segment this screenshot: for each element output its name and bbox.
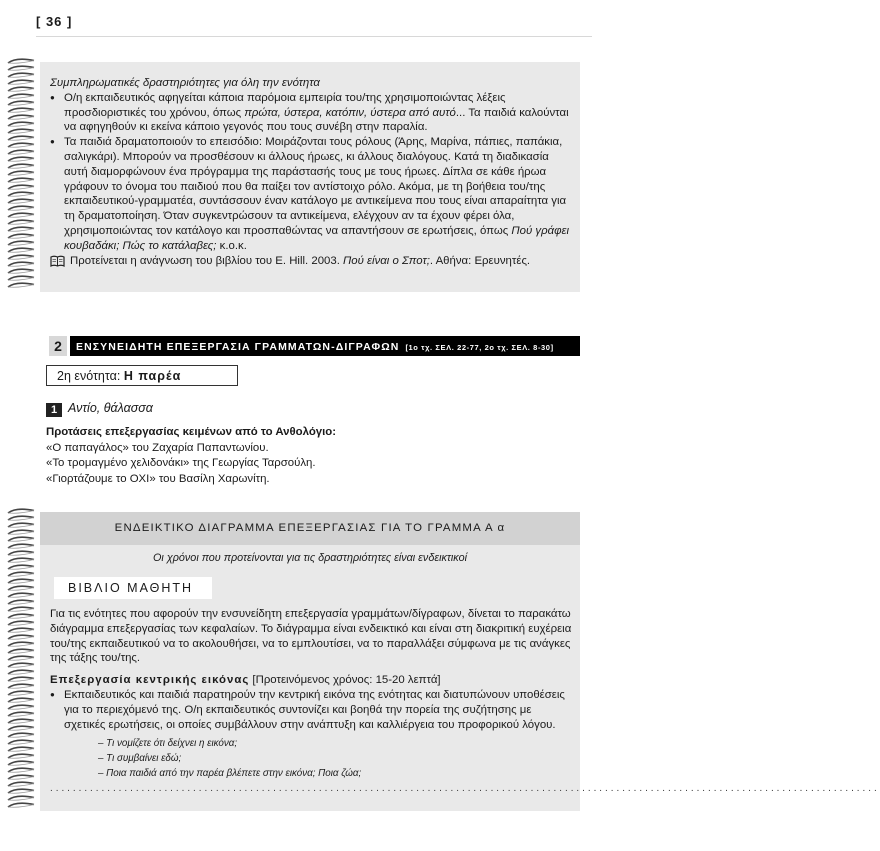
spiral-coil (6, 170, 36, 176)
spiral-coil (6, 760, 36, 766)
spiral-coil (6, 767, 36, 773)
spiral-binding-top (6, 58, 36, 294)
spiral-coil (6, 788, 36, 794)
spiral-coil (6, 114, 36, 120)
spiral-coil (6, 557, 36, 563)
spiral-coil (6, 198, 36, 204)
unit-box (46, 365, 238, 386)
spiral-coil (6, 515, 36, 521)
spiral-coil (6, 802, 36, 808)
spiral-coil (6, 522, 36, 528)
spiral-coil (6, 641, 36, 647)
spiral-coil (6, 627, 36, 633)
spiral-coil (6, 121, 36, 127)
spiral-coil (6, 550, 36, 556)
spiral-coil (6, 156, 36, 162)
question-item: – Τι συμβαίνει εδώ; (98, 753, 182, 765)
section-2-header (49, 336, 580, 356)
lesson-heading (46, 401, 153, 417)
spiral-coil (6, 58, 36, 64)
spiral-coil (6, 529, 36, 535)
spiral-coil (6, 233, 36, 239)
spiral-coil (6, 648, 36, 654)
spiral-coil (6, 93, 36, 99)
activity-text: Ο/η εκπαιδευτικός αφηγείται κάποια παρόμοια εμπειρία του/της χρησιμοποιώντας λέξεις προσδιοριστικές του χρόνου, όπως (64, 91, 506, 119)
spiral-coil (6, 163, 36, 169)
question-item: – Ποια παιδιά από την παρέα βλέπετε στην εικόνα; Ποια ζώα; (98, 768, 362, 780)
spiral-coil (6, 149, 36, 155)
activity-text: Τα παιδιά δραματοποιούν το επεισόδιο: Μοιράζονται τους ρόλους (Άρης, Μαρίνα, πάπιες, παπάκια, σαλιγκάρι). Μπορούν να προσθέσουν κι άλλους ήρωες, κι άλλους διαλόγους. Κατά τη διαδικασία αυτή διαμορφώνουν ένα πρόγραμμα της παράστασής τους με τους ήρωες. Δίπλα σε κάθε ήρωα γράφουν το όνομα του παιδιού που θα παίξει τον αντίστοιχο ρόλο. Ακόμα, με τη βοήθεια του/της εκπαιδευτικού-γραμματέα, συντάσσουν έναν κατάλογο με αντικείμενα που τους είναι απαραίτητα για τη δραματοποίηση. Όταν συγκεντρώσουν τα αντικείμενα, ελέγχουν αν τα έχουν φέρει όλα, χρησιμοποιώντας τον κατάλογο και προσπαθώντας να απαντήσουν σε ερωτήσεις, όπως (64, 136, 567, 237)
spiral-coil (6, 254, 36, 260)
student-book-label: ΒΙΒΛΙΟ ΜΑΘΗΤΗ (54, 577, 212, 599)
spiral-coil (6, 282, 36, 288)
spiral-coil (6, 592, 36, 598)
spiral-coil (6, 72, 36, 78)
question-item: – Τι νομίζετε ότι δείχνει η εικόνα; (98, 738, 238, 750)
spiral-coil (6, 261, 36, 267)
spiral-coil (6, 142, 36, 148)
spiral-coil (6, 226, 36, 232)
question-list (50, 736, 572, 781)
spiral-coil (6, 711, 36, 717)
spiral-coil (6, 634, 36, 640)
diagram-body (50, 607, 880, 797)
reading-text: . Αθήνα: Ερευνητές. (429, 254, 531, 267)
spiral-coil (6, 86, 36, 92)
spiral-coil (6, 753, 36, 759)
spiral-coil (6, 128, 36, 134)
spiral-coil (6, 536, 36, 542)
proposals-heading: Προτάσεις επεξεργασίας κειμένων από το Ανθολόγιο: (46, 426, 337, 438)
spiral-coil (6, 697, 36, 703)
section-title: ΕΝΣΥΝΕΙΔΗΤΗ ΕΠΕΞΕΡΓΑΣΙΑ ΓΡΑΜΜΑΤΩΝ-ΔΙΓΡΑΦΩΝ (76, 341, 400, 353)
spiral-coil (6, 781, 36, 787)
spiral-coil (6, 135, 36, 141)
spiral-coil (6, 191, 36, 197)
reading-text: Προτείνεται η ανάγνωση του βιβλίου του E. Hill. 2003. (70, 254, 344, 267)
spiral-coil (6, 585, 36, 591)
spiral-coil (6, 774, 36, 780)
spiral-coil (6, 100, 36, 106)
proposal-item: «Το τρομαγμένο χελιδονάκι» της Γεωργίας Ταρσούλη. (46, 457, 316, 470)
spiral-coil (6, 177, 36, 183)
spiral-coil (6, 219, 36, 225)
image-processing-heading (50, 673, 572, 688)
spiral-coil (6, 508, 36, 514)
spiral-coil (6, 704, 36, 710)
activity-text: κ.ο.κ. (216, 239, 247, 252)
page-number: [ 36 ] (36, 14, 73, 29)
spiral-coil (6, 662, 36, 668)
spiral-coil (6, 578, 36, 584)
spiral-coil (6, 669, 36, 675)
spiral-coil (6, 718, 36, 724)
proposal-item: «Γιορτάζουμε το ΟΧΙ» του Βασίλη Χαρωνίτη. (46, 472, 270, 485)
reading-suggestion (50, 254, 572, 269)
activity-italic-text: πρώτα, ύστερα, κατόπιν, ύστερα από αυτό (244, 106, 456, 119)
activity-italic-text: Πού γράφει κουβαδάκι; Πώς το κατάλαβες; (64, 224, 570, 252)
diagram-intro: Για τις ενότητες που αφορούν την ενσυνείδητη επεξεργασία γραμμάτων/δίγραφων, δίνεται το παρακάτω διάγραμμα επεξεργασίας των κεφαλαίων. Το διάγραμμα είναι ενδεικτικό και είναι στη διακριτική ευχέρεια του/της εκπαιδευτικού να το ακολουθήσει, να το εμπλουτίσει, να το παραλλάξει σύμφωνα με τις ανάγκες της τάξης του/της. (50, 608, 572, 665)
spiral-coil (6, 65, 36, 71)
spiral-coil (6, 571, 36, 577)
spiral-coil (6, 676, 36, 682)
spiral-coil (6, 613, 36, 619)
spiral-coil (6, 107, 36, 113)
activity-bullet-dramatization (50, 135, 572, 253)
spiral-coil (6, 212, 36, 218)
image-processing-time: [Προτεινόμενος χρόνος: 15-20 λεπτά] (249, 674, 441, 687)
book-icon (50, 255, 65, 272)
section-page-ref: [1ο τχ. ΣΕΛ. 22-77, 2ο τχ. ΣΕΛ. 8-30] (405, 343, 554, 352)
dotted-continuation: ................................................................................................................................................. (50, 783, 880, 795)
supplementary-activities-box (40, 62, 580, 292)
spiral-coil (6, 79, 36, 85)
spiral-coil (6, 620, 36, 626)
unit-name: Η παρέα (123, 369, 182, 383)
activity-text: ... Τα παιδιά καλούνται να αφηγηθούν κι εκείνα κάποιο γεγονός που τους συνέβη στην παραλία. (64, 106, 569, 134)
spiral-coil (6, 690, 36, 696)
spiral-coil (6, 606, 36, 612)
image-processing-bullet: ● Εκπαιδευτικός και παιδιά παρατηρούν την κεντρική εικόνα της ενότητας και διατυπώνουν υποθέσεις για το περιεχόμενό της. Ο/η εκπαιδευτικός συντονίζει και βοηθά την πορεία της συζήτησης με σχετικές ερωτήσεις, οι οποίες συμβάλλουν στην ανάπτυξη και καλλιέργεια του προφορικού λόγου. (50, 688, 572, 732)
activities-title: Συμπληρωματικές δραστηριότητες για όλη την ενότητα (50, 77, 320, 89)
spiral-coil (6, 247, 36, 253)
activity-bullet-narration (50, 91, 572, 135)
spiral-coil (6, 205, 36, 211)
diagram-note: Οι χρόνοι που προτείνονται για τις δραστηριότητες είναι ενδεικτικοί (153, 552, 467, 564)
processing-diagram-box (40, 512, 880, 811)
section-title-bar (70, 336, 580, 356)
section-number: 2 (49, 336, 67, 356)
spiral-coil (6, 739, 36, 745)
proposal-item: «Ο παπαγάλος» του Ζαχαρία Παπαντωνίου. (46, 441, 269, 454)
spiral-coil (6, 599, 36, 605)
lesson-number: 1 (46, 403, 62, 417)
spiral-coil (6, 184, 36, 190)
spiral-coil (6, 268, 36, 274)
header-rule (36, 36, 592, 37)
unit-label: 2η ενότητα: (57, 369, 121, 383)
spiral-coil (6, 240, 36, 246)
spiral-coil (6, 732, 36, 738)
spiral-coil (6, 725, 36, 731)
lesson-title: Αντίο, θάλασσα (68, 401, 153, 415)
spiral-coil (6, 275, 36, 281)
spiral-binding-bottom (6, 508, 36, 814)
reading-book-title: Πού είναι ο Σποτ; (343, 254, 430, 267)
spiral-coil (6, 683, 36, 689)
diagram-header: ΕΝΔΕΙΚΤΙΚΟ ΔΙΑΓΡΑΜΜΑ ΕΠΕΞΕΡΓΑΣΙΑΣ ΓΙΑ ΤΟ ΓΡΑΜΜΑ Α α (40, 512, 580, 545)
spiral-coil (6, 655, 36, 661)
text-proposals (46, 425, 336, 487)
spiral-coil (6, 795, 36, 801)
spiral-coil (6, 543, 36, 549)
spiral-coil (6, 564, 36, 570)
spiral-coil (6, 746, 36, 752)
image-processing-title: Επεξεργασία κεντρικής εικόνας (50, 674, 250, 687)
